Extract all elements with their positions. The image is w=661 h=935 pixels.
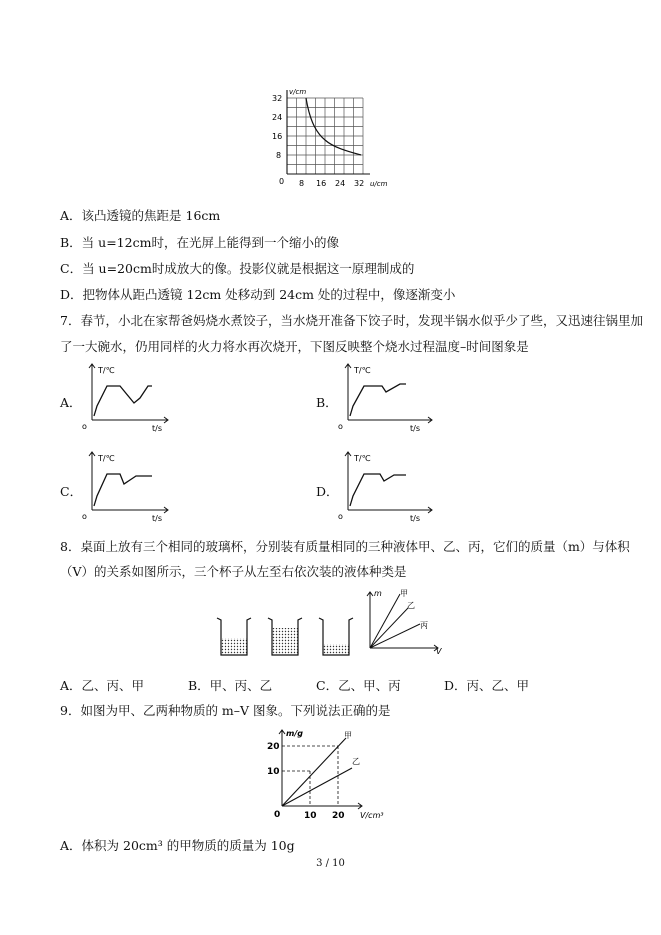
q9-option-a: A．体积为 20cm³ 的甲物质的质量为 10g	[60, 838, 295, 853]
q8-option-c: C．乙、甲、丙	[316, 678, 401, 693]
line-yi	[282, 768, 352, 806]
q6-option-b: B．当 u=12cm时，在光屏上能得到一个缩小的像	[60, 235, 339, 250]
y-axis-label: T/℃	[98, 454, 115, 463]
q7-option-d-label: D．	[316, 484, 339, 499]
x-axis-label: V/cm³	[360, 811, 384, 820]
y-axis-label: T/℃	[98, 366, 115, 375]
y-tick: 8	[276, 151, 282, 160]
q6-option-d: D．把物体从距凸透镜 12cm 处移动到 24cm 处的过程中，像逐渐变小	[60, 287, 456, 302]
page-number: 3 / 10	[316, 858, 345, 869]
q6-option-a: A．该凸透镜的焦距是 16cm	[60, 208, 221, 223]
y-tick: 20	[267, 742, 280, 752]
line-bing	[370, 624, 420, 648]
x-tick: 16	[316, 179, 327, 188]
lens-vu-graph	[262, 86, 402, 191]
x-tick: 32	[354, 179, 365, 188]
x-axis-label: t/s	[152, 514, 162, 523]
q7-option-c-label: C．	[60, 484, 83, 499]
mv-graph-three-liquids	[362, 588, 447, 658]
x-tick: 20	[332, 811, 345, 821]
y-axis-label: T/℃	[354, 366, 371, 375]
x-tick: 24	[335, 179, 346, 188]
q8-option-b: B．甲、丙、乙	[188, 678, 273, 693]
x-tick: 8	[299, 179, 305, 188]
x-axis-label: u/cm	[370, 180, 388, 188]
origin-label: 0	[279, 177, 285, 186]
origin-label: o	[82, 512, 87, 521]
origin-label: o	[338, 512, 343, 521]
beaker-right	[319, 618, 353, 655]
q8-option-a: A．乙、丙、甲	[60, 678, 145, 693]
temperature-curve	[94, 474, 152, 506]
q7-graph-c	[82, 448, 172, 526]
y-axis-label: m	[374, 589, 382, 598]
temperature-curve	[94, 386, 152, 416]
beaker-middle	[268, 618, 302, 655]
y-tick: 16	[272, 132, 283, 141]
y-axis-label: v/cm	[289, 88, 307, 96]
label-yi: 乙	[352, 757, 360, 766]
line-jia	[282, 738, 346, 806]
x-axis-label: V	[436, 647, 442, 656]
q8-option-d: D．丙、乙、甲	[444, 678, 530, 693]
label-jia: 甲	[400, 589, 408, 598]
x-axis-label: t/s	[410, 424, 420, 433]
origin-label: 0	[274, 810, 281, 820]
origin-label: o	[82, 422, 87, 431]
q7-graph-a	[82, 360, 172, 435]
q7-stem-line2: 了一大碗水，仍用同样的火力将水再次烧开，下图反映整个烧水过程温度–时间图象是	[60, 339, 529, 354]
y-tick: 32	[272, 94, 283, 103]
q7-option-b-label: B．	[316, 395, 338, 410]
temperature-curve	[350, 384, 406, 416]
y-tick: 10	[267, 767, 280, 777]
three-beakers	[212, 612, 362, 662]
q7-graph-d	[338, 448, 438, 526]
x-axis-label: t/s	[152, 424, 162, 433]
mv-graph-jia-yi	[264, 726, 394, 822]
q8-stem-line2: （V）的关系如图所示，三个杯子从左至右依次装的液体种类是	[60, 564, 407, 579]
q7-option-a-label: A．	[60, 395, 82, 410]
q8-stem-line1: 8．桌面上放有三个相同的玻璃杯，分别装有质量相同的三种液体甲、乙、丙，它们的质量（m）与体积	[60, 539, 630, 554]
temperature-curve	[350, 474, 406, 506]
q9-stem: 9．如图为甲、乙两种物质的 m–V 图象。下列说法正确的是	[60, 703, 391, 718]
q7-stem-line1: 7．春节，小北在家帮爸妈烧水煮饺子，当水烧开准备下饺子时，发现半锅水似乎少了些，又迅速往锅里加	[60, 313, 643, 328]
y-axis-label: T/℃	[354, 454, 371, 463]
label-yi: 乙	[407, 601, 415, 610]
label-bing: 丙	[420, 621, 428, 630]
label-jia: 甲	[344, 731, 352, 740]
x-axis-label: t/s	[410, 514, 420, 523]
q7-graph-b	[338, 360, 438, 435]
y-axis-label: m/g	[286, 729, 303, 738]
q6-option-c: C．当 u=20cm时成放大的像。投影仪就是根据这一原理制成的	[60, 261, 415, 276]
origin-label: o	[338, 422, 343, 431]
beaker-left	[217, 618, 251, 655]
y-tick: 24	[272, 113, 283, 122]
x-tick: 10	[304, 811, 317, 821]
